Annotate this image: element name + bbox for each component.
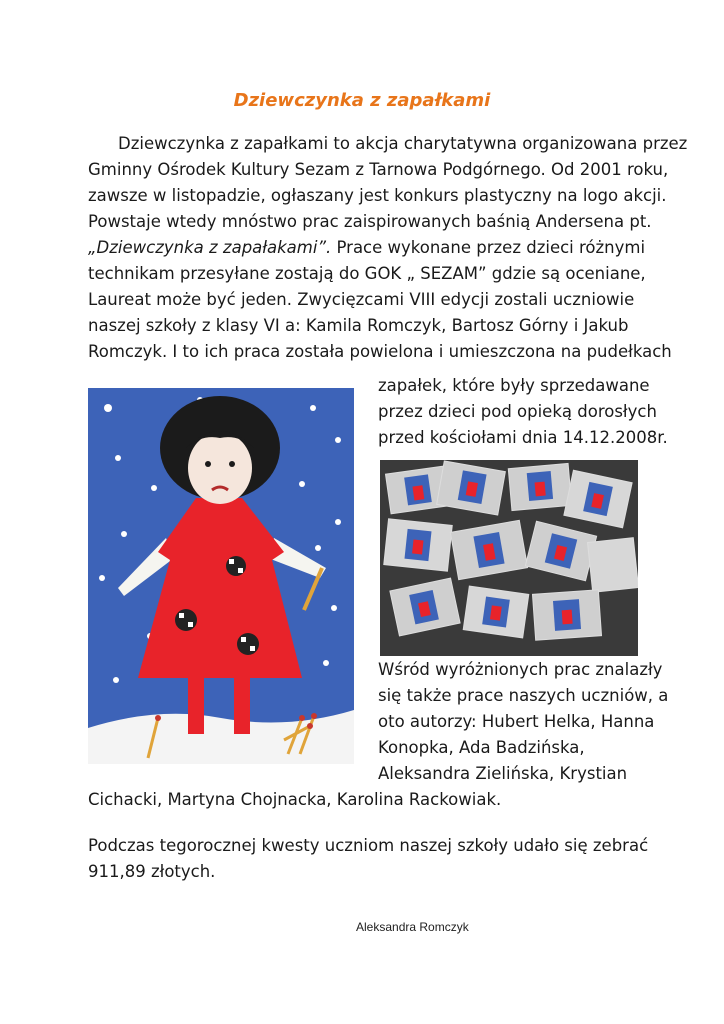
text-line: Dziewczynka z zapałkami to akcja charytatywna organizowana przez bbox=[118, 134, 688, 153]
text-line: Cichacki, Martyna Chojnacka, Karolina Rackowiak. bbox=[88, 790, 502, 809]
text-line: Aleksandra Zielińska, Krystian bbox=[378, 764, 628, 783]
text-line: oto autorzy: Hubert Helka, Hanna bbox=[378, 712, 655, 731]
text-line: naszej szkoły z klasy VI a: Kamila Romczyk, Bartosz Górny i Jakub bbox=[88, 316, 629, 335]
page-title: Dziewczynka z zapałkami bbox=[233, 90, 491, 111]
text-line: Laureat może być jeden. Zwycięzcami VIII edycji zostali uczniowie bbox=[88, 290, 635, 309]
matchboxes-photo bbox=[380, 460, 638, 656]
text-line: Gminny Ośrodek Kultury Sezam z Tarnowa Podgórnego. Od 2001 roku, bbox=[88, 160, 669, 179]
text-line: zapałek, które były sprzedawane bbox=[378, 376, 650, 395]
text-line: Wśród wyróżnionych prac znalazły bbox=[378, 660, 663, 679]
text-line: Konopka, Ada Badzińska, bbox=[378, 738, 585, 757]
author-signature: Aleksandra Romczyk bbox=[356, 920, 469, 934]
text-line: 911,89 złotych. bbox=[88, 862, 216, 881]
girl-illustration bbox=[88, 388, 354, 764]
text-line bbox=[88, 238, 645, 258]
text-line: Romczyk. I to ich praca została powielona i umieszczona na pudełkach bbox=[88, 342, 672, 361]
text-line: zawsze w listopadzie, ogłaszany jest konkurs plastyczny na logo akcji. bbox=[88, 186, 667, 205]
text-line: się także prace naszych uczniów, a bbox=[378, 686, 669, 705]
text-line: przez dzieci pod opieką dorosłych bbox=[378, 402, 657, 421]
text-line: Podczas tegorocznej kwesty uczniom naszej szkoły udało się zebrać bbox=[88, 836, 649, 855]
text-line: technikam przesyłane zostają do GOK „ SEZAM” gdzie są oceniane, bbox=[88, 264, 646, 283]
text-line: Powstaje wtedy mnóstwo prac zaispirowanych baśnią Andersena pt. bbox=[88, 212, 652, 231]
quoted-title: „Dziewczynka z zapałakami”. bbox=[88, 238, 332, 257]
text-fragment: Prace wykonane przez dzieci różnymi bbox=[331, 238, 646, 257]
text-line: przed kościołami dnia 14.12.2008r. bbox=[378, 428, 668, 447]
